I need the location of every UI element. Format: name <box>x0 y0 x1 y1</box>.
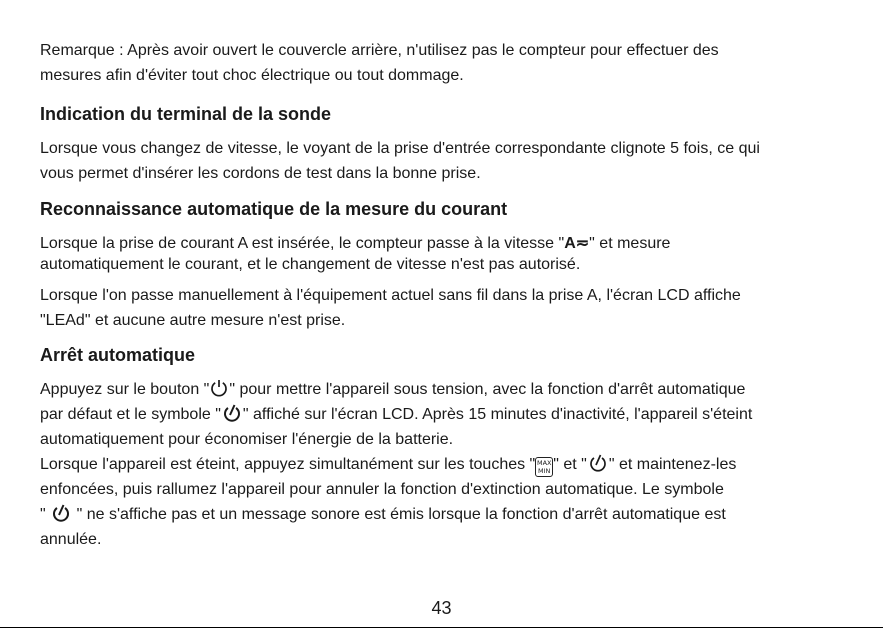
heading-probe-terminal: Indication du terminal de la sonde <box>40 104 332 124</box>
remark-line-2: mesures afin d'éviter tout choc électrique ou tout dommage. <box>40 67 464 84</box>
remark-line-1: Remarque : Après avoir ouvert le couvercle arrière, n'utilisez pas le compteur pour effectuer des <box>40 42 719 59</box>
current-p2-line-1: Lorsque l'on passe manuellement à l'équipement actuel sans fil dans la prise A, l'écran LCD affiche <box>40 287 741 304</box>
max-min-key-icon: MAX MIN <box>536 459 552 475</box>
page-number: 43 <box>431 598 452 618</box>
autooff-line-1: Appuyez sur le bouton " " pour mettre l'appareil sous tension, avec la fonction d'arrêt automatique <box>40 377 745 405</box>
autooff-line-5: enfoncées, puis rallumez l'appareil pour annuler la fonction d'extinction automatique. Le symbole <box>40 481 724 498</box>
heading-auto-off: Arrêt automatique <box>40 345 196 365</box>
autooff-line-7: annulée. <box>40 531 102 548</box>
heading-current-recognition: Reconnaissance automatique de la mesure du courant <box>40 199 508 219</box>
probe-line-1: Lorsque vous changez de vitesse, le voyant de la prise d'entrée correspondante clignote 5 fois, ce qui <box>40 140 760 157</box>
current-p1-line-1: Lorsque la prise de courant A est insérée, le compteur passe à la vitesse "A≂" et mesure <box>40 235 671 252</box>
footer-rule <box>0 627 883 628</box>
autooff-line-3: automatiquement pour économiser l'énergie de la batterie. <box>40 431 454 448</box>
current-p2-line-2: "LEAd" et aucune autre mesure n'est prise. <box>40 312 346 329</box>
ac-dc-current-symbol: A≂ <box>564 235 590 252</box>
current-p1-line-2: automatiquement le courant, et le changement de vitesse n'est pas autorisé. <box>40 256 581 273</box>
autooff-line-6: " " ne s'affiche pas et un message sonore est émis lorsque la fonction d'arrêt automatique est <box>40 502 726 530</box>
autooff-line-4: Lorsque l'appareil est éteint, appuyez simultanément sur les touches " MAX MIN " et " " et maintenez-les <box>40 452 736 480</box>
probe-line-2: vous permet d'insérer les cordons de test dans la bonne prise. <box>40 165 481 182</box>
autooff-line-2: par défaut et le symbole " " affiché sur l'écran LCD. Après 15 minutes d'inactivité, l'appareil s'éteint <box>40 402 752 430</box>
